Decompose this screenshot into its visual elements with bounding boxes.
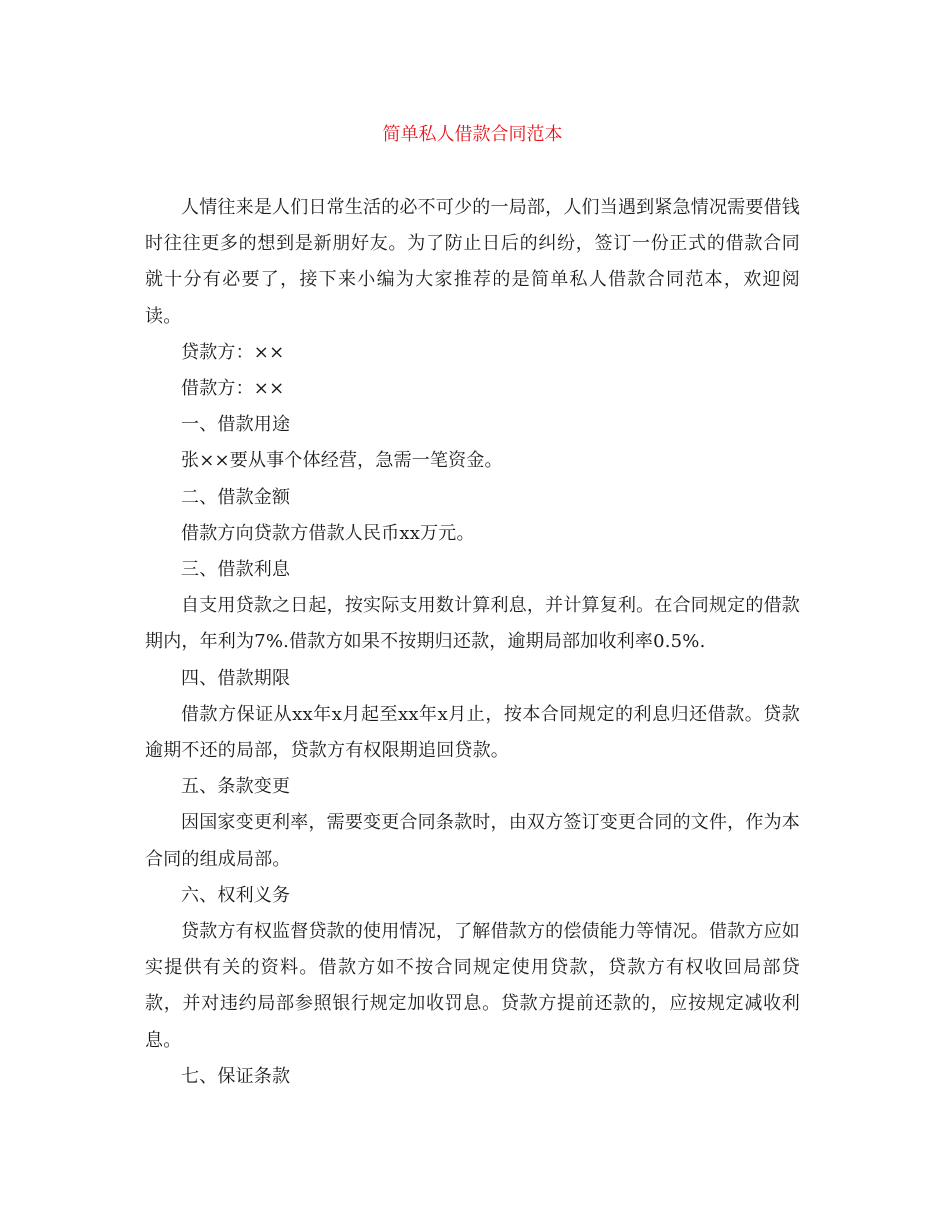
section-body-rights: 贷款方有权监督贷款的使用情况，了解借款方的偿债能力等情况。借款方应如实提供有关的资料。借款方如不按合同规定使用贷款，贷款方有权收回局部贷款，并对违约局部参照银行规定加收罚息。贷款方提前还款的，应按规定减收利息。 — [145, 921, 800, 1051]
document-body — [145, 190, 800, 1095]
section-heading-rights: 六、权利义务 — [181, 884, 291, 906]
section-body-amount: 借款方向贷款方借款人民币xx万元。 — [181, 522, 475, 544]
section-heading-changes: 五、条款变更 — [181, 776, 291, 798]
section-body-purpose: 张××要从事个体经营，急需一笔资金。 — [181, 450, 503, 472]
section-heading-term: 四、借款期限 — [181, 667, 291, 689]
section-body-interest: 自支用贷款之日起，按实际支用数计算利息，并计算复利。在合同规定的借款期内，年利为7%.借款方如果不按期归还款，逾期局部加收利率0.5%. — [145, 595, 800, 653]
lender-line: 贷款方：×× — [181, 341, 285, 363]
section-heading-purpose: 一、借款用途 — [181, 414, 291, 436]
borrower-line: 借款方：×× — [181, 378, 285, 400]
section-body-changes: 因国家变更利率，需要变更合同条款时，由双方签订变更合同的文件，作为本合同的组成局部。 — [145, 812, 800, 870]
section-heading-guarantee: 七、保证条款 — [181, 1065, 291, 1087]
section-heading-interest: 三、借款利息 — [181, 559, 291, 581]
section-heading-amount: 二、借款金额 — [181, 486, 291, 508]
intro-paragraph: 人情往来是人们日常生活的必不可少的一局部，人们当遇到紧急情况需要借钱时往往更多的想到是新朋好友。为了防止日后的纠纷，签订一份正式的借款合同就十分有必要了，接下来小编为大家推荐的是简单私人借款合同范本，欢迎阅读。 — [145, 197, 800, 327]
document-title: 简单私人借款合同范本 — [382, 124, 563, 145]
section-body-term: 借款方保证从xx年x月起至xx年x月止，按本合同规定的利息归还借款。贷款逾期不还的局部，贷款方有权限期追回贷款。 — [145, 703, 800, 762]
